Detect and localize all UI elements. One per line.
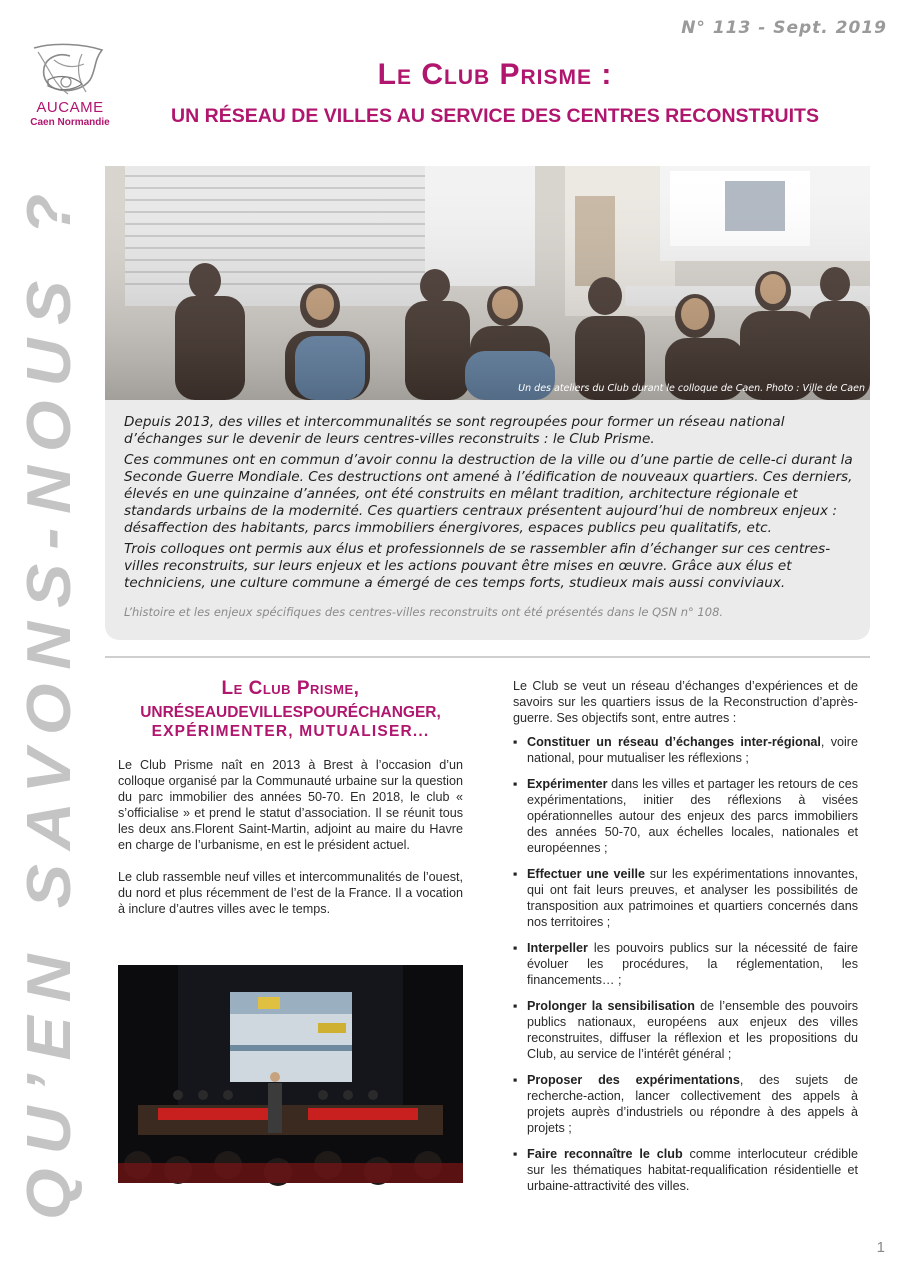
- list-item-text: , voire national, pour mutualiser les réflexions ;: [527, 735, 858, 765]
- section-heading: Le Club Prisme,: [221, 678, 360, 699]
- list-item-text: de l’ensemble des pouvoirs publics nationaux, européens aux enjeux des villes reconstruites, diffuser la réflexion et les propositions du Club, au service de l’intérêt général ;: [527, 999, 858, 1061]
- bullet-icon: ▪: [513, 1147, 518, 1161]
- side-title: [15, 170, 84, 1240]
- list-item-text: sur les expérimentations innovantes, qui ont fait leurs preuves, et analyser les possibilités de transposition aux patrimoines et quartiers concernés dans nos territoires ;: [527, 867, 858, 929]
- intro-paragraph: Trois colloques ont permis aux élus et professionnels de se rassembler afin d’échanger sur ces centres-villes reconstruits, sur leurs enjeux et les actions pouvant être mises en œuvre. Grâce aux élus et techniciens, une culture commune a émergé de ces temps forts, studieux mais aussi conviviaux.: [124, 541, 831, 591]
- intro-text: [124, 414, 854, 596]
- logo-name: AUCAME: [36, 99, 104, 116]
- list-item: [513, 940, 858, 988]
- logo-subtitle: Caen Normandie: [30, 117, 110, 128]
- list-item-keyword: Faire reconnaître le club: [527, 1147, 683, 1161]
- list-item-keyword: Effectuer une veille: [527, 867, 646, 881]
- list-item-text: comme interlocuteur crédible sur les thématiques habitat-requalification résidentielle et urbaine-attractivité des villes.: [527, 1147, 858, 1193]
- bullet-icon: ▪: [513, 735, 518, 749]
- list-item-keyword: Interpeller: [527, 941, 588, 955]
- svg-text:QU’EN SAVONS-NOUS ?: QU’EN SAVONS-NOUS ?: [15, 247, 84, 1220]
- list-item: [513, 1072, 858, 1136]
- bullet-icon: ▪: [513, 777, 518, 791]
- paragraph: Le Club Prisme naît en 2013 à Brest à l’occasion d’un colloque organisé par la Communauté urbaine sur la question du parc immobilier des années 50-70. En 2018, le club « s’officialise » et prend le statut d’association. Il se réunit tous les deux ans.Florent Saint-Martin, adjoint au maire du Havre en charge de l’urbanisme, en est le président actuel.: [118, 758, 463, 852]
- colloquium-photo: [118, 965, 463, 1183]
- list-item: [513, 776, 858, 856]
- bullet-icon: ▪: [513, 867, 518, 881]
- paragraph: Le club rassemble neuf villes et intercommunalités de l’ouest, du nord et plus récemment de l’est de la France. Il a vocation à inclure d’autres villes avec le temps.: [118, 870, 463, 916]
- page-number: 1: [876, 1239, 885, 1256]
- objectives-list: [513, 734, 858, 1194]
- list-item: [513, 866, 858, 930]
- bullet-icon: ▪: [513, 1073, 518, 1087]
- bullet-icon: ▪: [513, 941, 518, 955]
- list-item-keyword: Expérimenter: [527, 777, 608, 791]
- intro-paragraph: Ces communes ont en commun d’avoir connu la destruction de la ville ou d’une partie de celle-ci durant la Seconde Guerre Mondiale. Ces destructions ont amené à l’édification de nouveaux quartiers. Ces derniers, élevés en une quinzaine d’années, ont été construits en mêlant tradition, architecture régionale et standards urbains de la modernité. Ces quartiers centraux présentent aujourd’hui de nombreux enjeux : désaffection des habitants, parcs immobiliers énergivores, espaces publics peu qualitatifs, etc.: [124, 452, 853, 536]
- list-item: [513, 1146, 858, 1194]
- section-heading-line3: EXPÉRIMENTER, MUTUALISER...: [151, 723, 430, 740]
- left-column-text: [118, 757, 463, 933]
- right-column-text: [513, 678, 858, 1204]
- list-item: [513, 998, 858, 1062]
- intro-paragraph: Depuis 2013, des villes et intercommunalités se sont regroupées pour former un réseau national d’échanges sur le devenir de leurs centres-villes reconstruits : le Club Prisme.: [124, 414, 785, 447]
- section-divider: [105, 656, 870, 658]
- bullet-icon: ▪: [513, 999, 518, 1013]
- issue-number: N° 113 - Sept. 2019: [681, 18, 887, 38]
- list-item-text: dans les villes et partager les retours de ces expérimentations, initier des réflexions à visées opérationnelles autour des enjeux des parcs immobiliers des années 50-70, aux échelles locales, nationales et européennes ;: [527, 777, 858, 855]
- workshop-photo: [105, 166, 870, 400]
- section-heading-line2: UNRÉSEAUDEVILLESPOURÉCHANGER,: [140, 704, 441, 721]
- list-item-text: les pouvoirs publics sur la nécessité de faire évoluer les procédures, la réglementation, les financements… ;: [527, 941, 858, 987]
- page-subtitle: UN RÉSEAU DE VILLES AU SERVICE DES CENTRES RECONSTRUITS: [171, 105, 819, 127]
- list-item-keyword: Prolonger la sensibilisation: [527, 999, 695, 1013]
- photo-caption: Un des ateliers du Club durant le colloque de Caen. Photo : Ville de Caen: [518, 383, 865, 394]
- paragraph: Le Club se veut un réseau d’échanges d’expériences et de savoirs sur les quartiers issus de la Reconstruction d’après-guerre. Ses objectifs sont, entre autres :: [513, 679, 858, 725]
- list-item-text: , des sujets de recherche-action, lancer collectivement des appels à projets auprès d’industriels ou répondre à des appels à projets ;: [527, 1073, 858, 1135]
- page-title: Le Club Prisme :: [377, 58, 613, 91]
- list-item-keyword: Constituer un réseau d’échanges inter-régional: [527, 735, 821, 749]
- intro-note: L’histoire et les enjeux spécifiques des centres-villes reconstruits ont été présentés dans le QSN n° 108.: [124, 605, 724, 619]
- list-item: [513, 734, 858, 766]
- list-item-keyword: Proposer des expérimentations: [527, 1073, 740, 1087]
